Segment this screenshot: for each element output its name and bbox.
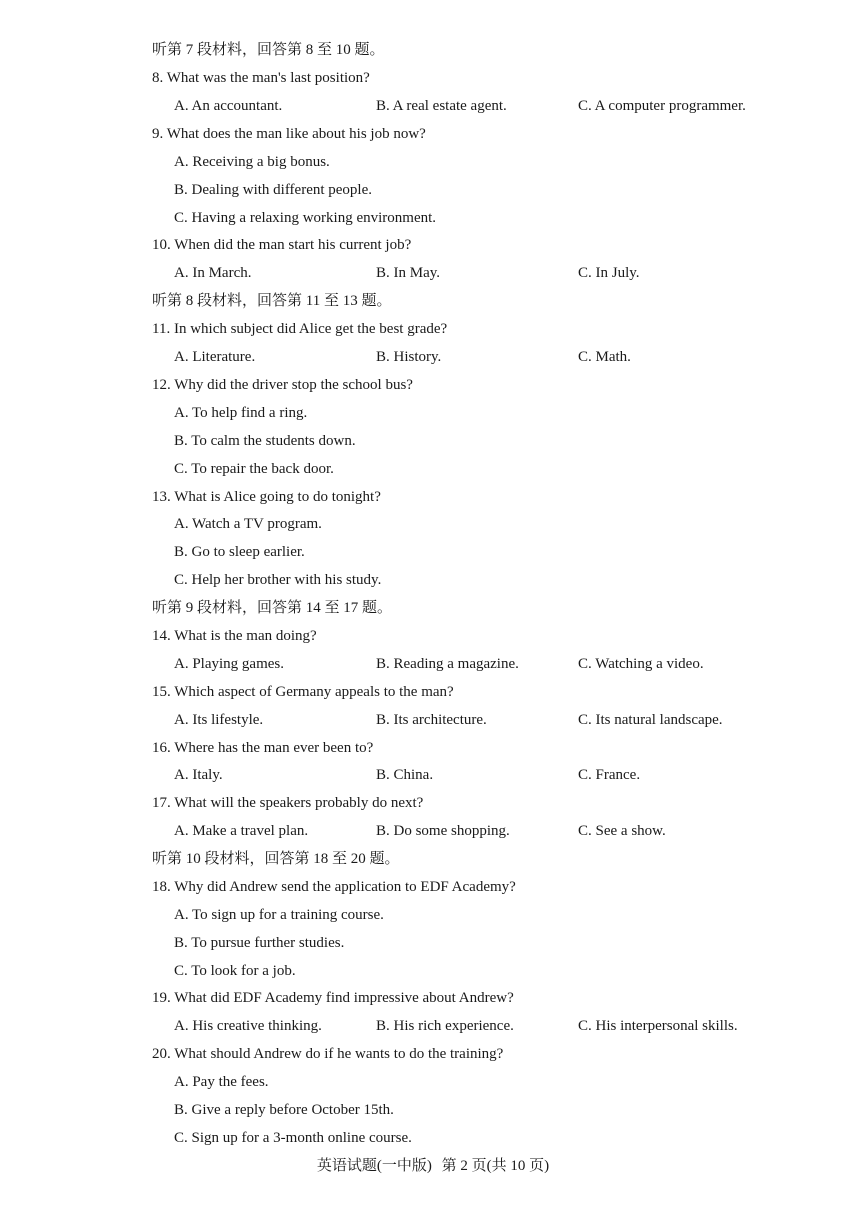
- question-12-option-c: C. To repair the back door.: [174, 461, 334, 477]
- option-b: B. Its architecture.: [376, 712, 487, 728]
- question-13-option-c: C. Help her brother with his study.: [174, 572, 382, 588]
- question-20: 20. What should Andrew do if he wants to do the training?: [152, 1046, 504, 1062]
- option-c: C. His interpersonal skills.: [578, 1018, 738, 1034]
- question-9-option-a: A. Receiving a big bonus.: [174, 154, 330, 170]
- question-14: 14. What is the man doing?: [152, 628, 317, 644]
- question-9: 9. What does the man like about his job now?: [152, 126, 426, 142]
- option-c: C. France.: [578, 767, 641, 783]
- question-16-options: [0, 763, 860, 787]
- question-17: 17. What will the speakers probably do next?: [152, 795, 424, 811]
- option-b: B. China.: [376, 767, 434, 783]
- footer-title: 英语试题(一中版): [316, 1158, 432, 1174]
- question-18-option-b: B. To pursue further studies.: [174, 935, 345, 951]
- question-8-options: [0, 94, 860, 118]
- option-a: A. Playing games.: [174, 656, 284, 672]
- question-20-option-c: C. Sign up for a 3-month online course.: [174, 1130, 412, 1146]
- option-a: A. Make a travel plan.: [174, 823, 309, 839]
- section-heading: 听第 8 段材料，回答第 11 至 13 题。: [152, 293, 392, 309]
- question-12: 12. Why did the driver stop the school bus?: [152, 377, 413, 393]
- question-12-option-a: A. To help find a ring.: [174, 405, 308, 421]
- question-19: 19. What did EDF Academy find impressive about Andrew?: [152, 990, 514, 1006]
- question-18: 18. Why did Andrew send the application to EDF Academy?: [152, 879, 516, 895]
- question-13-option-b: B. Go to sleep earlier.: [174, 544, 305, 560]
- question-10: 10. When did the man start his current job?: [152, 237, 412, 253]
- question-11: 11. In which subject did Alice get the best grade?: [152, 321, 448, 337]
- option-c: C. Math.: [578, 349, 631, 365]
- page-footer: [0, 1154, 860, 1178]
- option-c: C. Watching a video.: [578, 656, 704, 672]
- question-15-options: [0, 708, 860, 732]
- section-heading: 听第 7 段材料，回答第 8 至 10 题。: [152, 42, 385, 58]
- question-13-option-a: A. Watch a TV program.: [174, 516, 322, 532]
- option-b: B. In May.: [376, 265, 441, 281]
- option-b: B. A real estate agent.: [376, 98, 507, 114]
- question-18-option-c: C. To look for a job.: [174, 963, 296, 979]
- section-heading: 听第 10 段材料，回答第 18 至 20 题。: [152, 851, 400, 867]
- option-a: A. Literature.: [174, 349, 256, 365]
- option-c: C. See a show.: [578, 823, 666, 839]
- question-11-options: [0, 345, 860, 369]
- question-13: 13. What is Alice going to do tonight?: [152, 489, 381, 505]
- option-a: A. His creative thinking.: [174, 1018, 322, 1034]
- question-20-option-b: B. Give a reply before October 15th.: [174, 1102, 394, 1118]
- option-a: A. Italy.: [174, 767, 223, 783]
- footer-page-number: 第 2 页(共 10 页): [441, 1158, 550, 1174]
- option-c: C. A computer programmer.: [578, 98, 746, 114]
- option-a: A. Its lifestyle.: [174, 712, 264, 728]
- option-b: B. Reading a magazine.: [376, 656, 519, 672]
- option-c: C. In July.: [578, 265, 640, 281]
- question-10-options: [0, 261, 860, 285]
- question-9-option-c: C. Having a relaxing working environment.: [174, 210, 437, 226]
- question-19-options: [0, 1014, 860, 1038]
- question-15: 15. Which aspect of Germany appeals to the man?: [152, 684, 454, 700]
- question-17-options: [0, 819, 860, 843]
- question-18-option-a: A. To sign up for a training course.: [174, 907, 384, 923]
- question-12-option-b: B. To calm the students down.: [174, 433, 356, 449]
- option-b: B. His rich experience.: [376, 1018, 514, 1034]
- option-a: A. In March.: [174, 265, 252, 281]
- section-heading: 听第 9 段材料，回答第 14 至 17 题。: [152, 600, 393, 616]
- question-9-option-b: B. Dealing with different people.: [174, 182, 373, 198]
- option-b: B. History.: [376, 349, 442, 365]
- question-14-options: [0, 652, 860, 676]
- option-a: A. An accountant.: [174, 98, 283, 114]
- question-8: 8. What was the man's last position?: [152, 70, 370, 86]
- option-c: C. Its natural landscape.: [578, 712, 723, 728]
- option-b: B. Do some shopping.: [376, 823, 510, 839]
- question-16: 16. Where has the man ever been to?: [152, 740, 374, 756]
- question-20-option-a: A. Pay the fees.: [174, 1074, 269, 1090]
